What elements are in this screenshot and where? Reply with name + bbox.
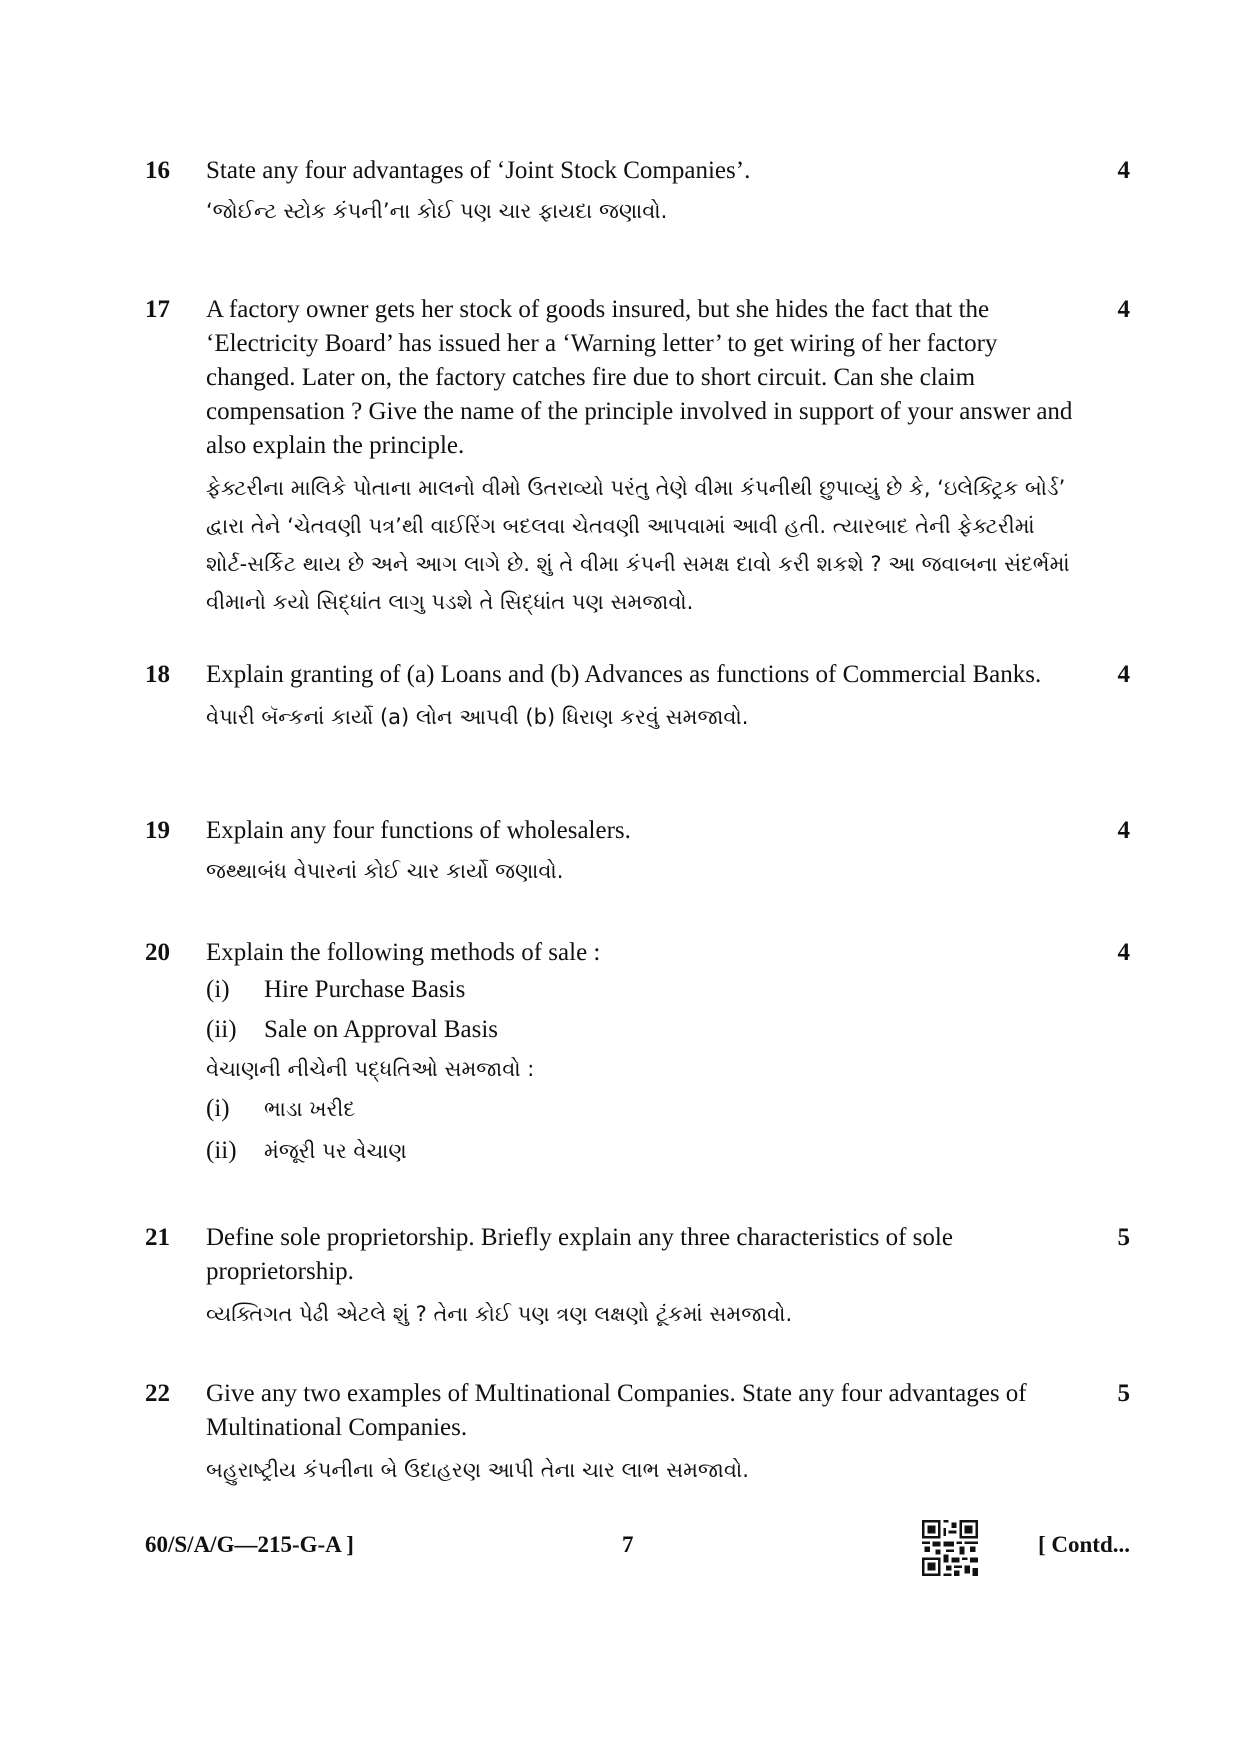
question-number: 17 bbox=[145, 296, 170, 323]
question-marks: 5 bbox=[1117, 1224, 1130, 1251]
page-footer bbox=[145, 1528, 1130, 1568]
question-number: 16 bbox=[145, 157, 170, 184]
page-number: 7 bbox=[622, 1532, 634, 1557]
question-text-gujarati: વેચાણની નીચેની પદ્ધતિઓ સમજાવો : bbox=[206, 1057, 535, 1081]
question-number: 21 bbox=[145, 1224, 170, 1251]
question-text-gujarati: જથ્થાબંધ વેપારનાં કોઈ ચાર કાર્યો જણાવો. bbox=[206, 859, 564, 883]
question-text-english: State any four advantages of ‘Joint Stock Companies’. bbox=[206, 157, 751, 184]
list-item bbox=[206, 1088, 1076, 1130]
question-number: 20 bbox=[145, 939, 170, 966]
question-marks: 4 bbox=[1117, 157, 1130, 184]
question-text-english: Explain any four functions of wholesalers. bbox=[206, 817, 631, 844]
question-marks: 4 bbox=[1117, 296, 1130, 323]
question-18 bbox=[145, 658, 1130, 736]
question-marks: 4 bbox=[1117, 817, 1130, 844]
question-text-gujarati: વ્યક્તિગત પેઢી એટલે શું ? તેના કોઈ પણ ત્રણ લક્ષણો ટૂંકમાં સમજાવો. bbox=[206, 1302, 793, 1326]
question-text-english: Give any two examples of Multinational Companies. State any four advantages of Multinational Companies. bbox=[206, 1380, 1027, 1441]
question-text-english: Explain the following methods of sale : bbox=[206, 939, 601, 966]
item-text: મંજૂરી પર વેચાણ bbox=[264, 1139, 407, 1163]
qr-code-icon bbox=[922, 1520, 978, 1576]
question-number: 18 bbox=[145, 661, 170, 688]
question-marks: 4 bbox=[1117, 661, 1130, 688]
question-16 bbox=[145, 154, 1130, 230]
question-number: 22 bbox=[145, 1380, 170, 1407]
item-numeral: (i) bbox=[206, 1095, 230, 1122]
question-text-gujarati: બહુરાષ્ટ્રીય કંપનીના બે ઉદાહરણ આપી તેના ચાર લાભ સમજાવો. bbox=[206, 1458, 749, 1482]
item-numeral: (i) bbox=[206, 976, 230, 1003]
list-item bbox=[206, 1130, 1076, 1172]
continued-label: [ Contd... bbox=[1037, 1532, 1130, 1557]
question-21 bbox=[145, 1221, 1130, 1333]
item-text: Hire Purchase Basis bbox=[264, 976, 466, 1003]
item-text: ભાડા ખરીદ bbox=[264, 1097, 356, 1121]
question-19 bbox=[145, 814, 1130, 890]
paper-code: 60/S/A/G—215-G-A ] bbox=[145, 1532, 354, 1557]
question-text-gujarati: વેપારી બૅન્કનાં કાર્યો (a) લોન આપવી (b) ધિરાણ કરવું સમજાવો. bbox=[206, 705, 749, 729]
question-17 bbox=[145, 293, 1130, 621]
question-number: 19 bbox=[145, 817, 170, 844]
question-marks: 4 bbox=[1117, 939, 1130, 966]
question-22 bbox=[145, 1377, 1130, 1489]
question-text-gujarati: ફેક્ટરીના માલિકે પોતાના માલનો વીમો ઉતરાવ્યો પરંતુ તેણે વીમા કંપનીથી છુપાવ્યું છે કે, ‘ઇલેક્ટ્રિક બોર્ડ’ દ્વારા તેને ‘ચેતવણી પત્ર’થી વાઈરિંગ બદલવા ચેતવણી આપવામાં આવી હતી. ત્યારબાદ તેની ફેક્ટરીમાં શોર્ટ-સર્કિટ થાય છે અને આગ લાગે છે. શું તે વીમા કંપની સમક્ષ દાવો કરી શકશે ? આ જવાબના સંદર્ભમાં વીમાનો કયો સિદ્ધાંત લાગુ પડશે તે સિદ્ધાંત પણ સમજાવો. bbox=[206, 476, 1070, 614]
item-numeral: (ii) bbox=[206, 1016, 237, 1043]
question-marks: 5 bbox=[1117, 1380, 1130, 1407]
list-item bbox=[206, 1010, 1076, 1050]
list-item bbox=[206, 970, 1076, 1010]
item-numeral: (ii) bbox=[206, 1137, 237, 1164]
question-text-english: Define sole proprietorship. Briefly explain any three characteristics of sole proprietorship. bbox=[206, 1224, 953, 1285]
question-text-english: A factory owner gets her stock of goods insured, but she hides the fact that the ‘Electricity Board’ has issued her a ‘Warning letter’ to get wiring of her factory changed. Later on, the factory catches fire due to short circuit. Can she claim compensation ? Give the name of the principle involved in support of your answer and also explain the principle. bbox=[206, 296, 1073, 459]
question-text-gujarati: ‘જોઈન્ટ સ્ટોક કંપની’ના કોઈ પણ ચાર ફાયદા જણાવો. bbox=[206, 199, 668, 223]
question-20 bbox=[145, 936, 1130, 1172]
question-text-english: Explain granting of (a) Loans and (b) Advances as functions of Commercial Banks. bbox=[206, 661, 1042, 688]
item-text: Sale on Approval Basis bbox=[264, 1016, 499, 1043]
